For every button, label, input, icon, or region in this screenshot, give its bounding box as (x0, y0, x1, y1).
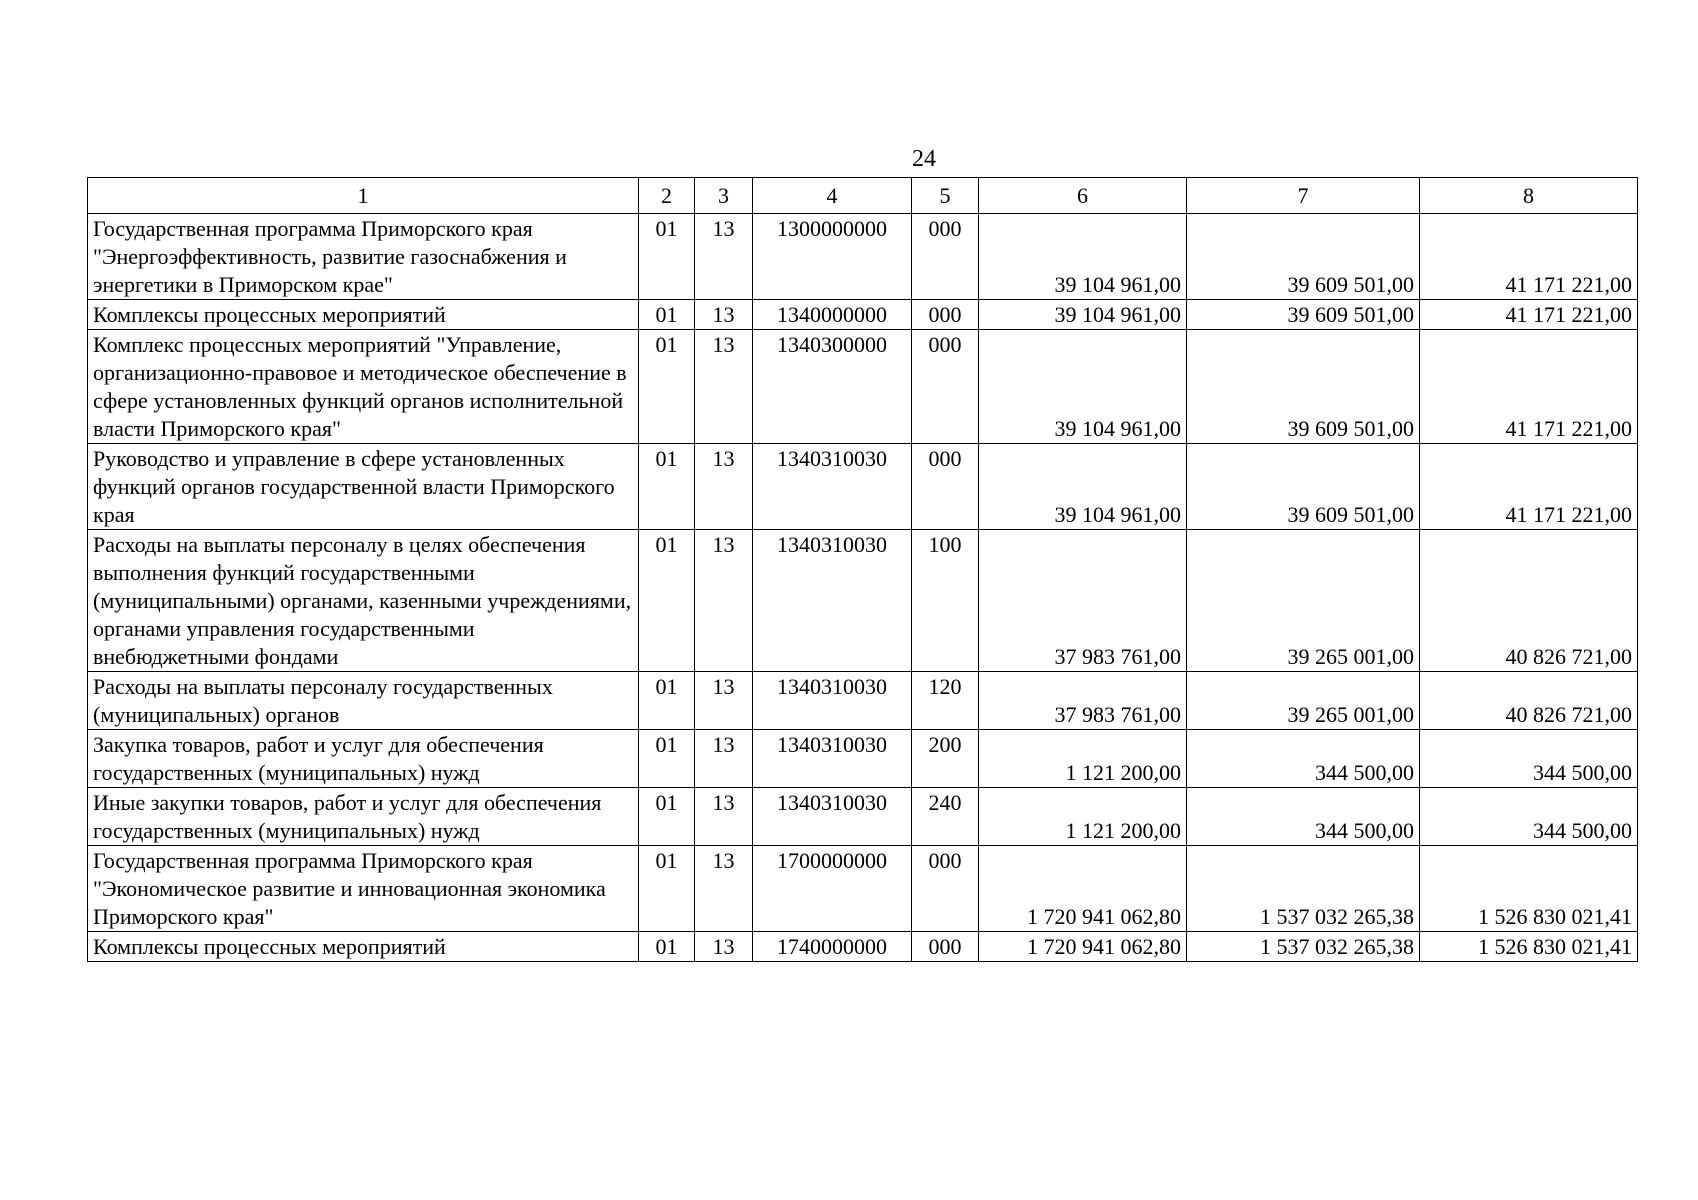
amount-cell: 37 983 761,00 (979, 530, 1187, 672)
page-number: 24 (912, 146, 936, 172)
amount-cell: 1 121 200,00 (979, 788, 1187, 846)
amount-cell: 39 104 961,00 (979, 300, 1187, 330)
subsection-code-cell: 13 (695, 214, 753, 300)
column-header: 1 (88, 178, 639, 214)
amount-cell: 39 609 501,00 (1187, 444, 1420, 530)
amount-cell: 39 104 961,00 (979, 444, 1187, 530)
amount-cell: 39 609 501,00 (1187, 330, 1420, 444)
section-code-cell: 01 (639, 846, 695, 932)
item-name-cell: Закупка товаров, работ и услуг для обеспечения государственных (муниципальных) нужд (88, 730, 639, 788)
amount-cell: 40 826 721,00 (1420, 672, 1638, 730)
target-article-cell: 1340310030 (753, 672, 912, 730)
table-row (88, 932, 1638, 962)
section-code-cell: 01 (639, 730, 695, 788)
budget-table (87, 177, 1638, 962)
amount-cell: 41 171 221,00 (1420, 444, 1638, 530)
amount-cell: 41 171 221,00 (1420, 214, 1638, 300)
amount-cell: 344 500,00 (1420, 788, 1638, 846)
amount-cell: 1 121 200,00 (979, 730, 1187, 788)
table-row (88, 672, 1638, 730)
amount-cell: 344 500,00 (1420, 730, 1638, 788)
item-name-cell: Государственная программа Приморского края "Энергоэффективность, развитие газоснабжения и энергетики в Приморском крае" (88, 214, 639, 300)
section-code-cell: 01 (639, 530, 695, 672)
item-name-cell: Расходы на выплаты персоналу государственных (муниципальных) органов (88, 672, 639, 730)
item-name-cell: Комплекс процессных мероприятий "Управление, организационно-правовое и методическое обеспечение в сфере установленных функций органов исполнительной власти Приморского края" (88, 330, 639, 444)
amount-cell: 1 537 032 265,38 (1187, 846, 1420, 932)
column-header: 8 (1420, 178, 1638, 214)
expense-type-cell: 000 (912, 444, 979, 530)
expense-type-cell: 000 (912, 932, 979, 962)
subsection-code-cell: 13 (695, 672, 753, 730)
expense-type-cell: 100 (912, 530, 979, 672)
target-article-cell: 1340310030 (753, 530, 912, 672)
item-name-cell: Комплексы процессных мероприятий (88, 932, 639, 962)
subsection-code-cell: 13 (695, 730, 753, 788)
target-article-cell: 1700000000 (753, 846, 912, 932)
column-header: 7 (1187, 178, 1420, 214)
item-name-cell: Руководство и управление в сфере установленных функций органов государственной власти Приморского края (88, 444, 639, 530)
target-article-cell: 1340310030 (753, 444, 912, 530)
section-code-cell: 01 (639, 300, 695, 330)
amount-cell: 344 500,00 (1187, 730, 1420, 788)
amount-cell: 1 720 941 062,80 (979, 846, 1187, 932)
amount-cell: 39 104 961,00 (979, 330, 1187, 444)
column-header: 6 (979, 178, 1187, 214)
item-name-cell: Иные закупки товаров, работ и услуг для обеспечения государственных (муниципальных) нужд (88, 788, 639, 846)
expense-type-cell: 120 (912, 672, 979, 730)
item-name-cell: Расходы на выплаты персоналу в целях обеспечения выполнения функций государственными (муниципальными) органами, казенными учреждениями, органами управления государственными внебюджетными фондами (88, 530, 639, 672)
target-article-cell: 1740000000 (753, 932, 912, 962)
subsection-code-cell: 13 (695, 330, 753, 444)
column-header: 5 (912, 178, 979, 214)
column-header: 4 (753, 178, 912, 214)
table-header-row (88, 178, 1638, 214)
subsection-code-cell: 13 (695, 932, 753, 962)
target-article-cell: 1300000000 (753, 214, 912, 300)
expense-type-cell: 000 (912, 330, 979, 444)
column-header: 3 (695, 178, 753, 214)
amount-cell: 1 526 830 021,41 (1420, 932, 1638, 962)
expense-type-cell: 200 (912, 730, 979, 788)
amount-cell: 344 500,00 (1187, 788, 1420, 846)
amount-cell: 1 720 941 062,80 (979, 932, 1187, 962)
table-row (88, 300, 1638, 330)
item-name-cell: Государственная программа Приморского края "Экономическое развитие и инновационная экономика Приморского края" (88, 846, 639, 932)
table-row (88, 214, 1638, 300)
table-row (88, 846, 1638, 932)
subsection-code-cell: 13 (695, 300, 753, 330)
amount-cell: 1 537 032 265,38 (1187, 932, 1420, 962)
subsection-code-cell: 13 (695, 846, 753, 932)
table-row (88, 730, 1638, 788)
table-row (88, 330, 1638, 444)
expense-type-cell: 000 (912, 300, 979, 330)
expense-type-cell: 000 (912, 846, 979, 932)
subsection-code-cell: 13 (695, 530, 753, 672)
expense-type-cell: 000 (912, 214, 979, 300)
amount-cell: 39 265 001,00 (1187, 530, 1420, 672)
section-code-cell: 01 (639, 444, 695, 530)
table-row (88, 444, 1638, 530)
amount-cell: 39 609 501,00 (1187, 300, 1420, 330)
target-article-cell: 1340000000 (753, 300, 912, 330)
section-code-cell: 01 (639, 672, 695, 730)
amount-cell: 1 526 830 021,41 (1420, 846, 1638, 932)
amount-cell: 41 171 221,00 (1420, 300, 1638, 330)
subsection-code-cell: 13 (695, 444, 753, 530)
expense-type-cell: 240 (912, 788, 979, 846)
section-code-cell: 01 (639, 932, 695, 962)
table-row (88, 788, 1638, 846)
amount-cell: 39 265 001,00 (1187, 672, 1420, 730)
column-header: 2 (639, 178, 695, 214)
target-article-cell: 1340310030 (753, 730, 912, 788)
section-code-cell: 01 (639, 788, 695, 846)
section-code-cell: 01 (639, 214, 695, 300)
amount-cell: 39 104 961,00 (979, 214, 1187, 300)
item-name-cell: Комплексы процессных мероприятий (88, 300, 639, 330)
target-article-cell: 1340300000 (753, 330, 912, 444)
amount-cell: 37 983 761,00 (979, 672, 1187, 730)
target-article-cell: 1340310030 (753, 788, 912, 846)
subsection-code-cell: 13 (695, 788, 753, 846)
amount-cell: 39 609 501,00 (1187, 214, 1420, 300)
amount-cell: 40 826 721,00 (1420, 530, 1638, 672)
section-code-cell: 01 (639, 330, 695, 444)
table-row (88, 530, 1638, 672)
amount-cell: 41 171 221,00 (1420, 330, 1638, 444)
